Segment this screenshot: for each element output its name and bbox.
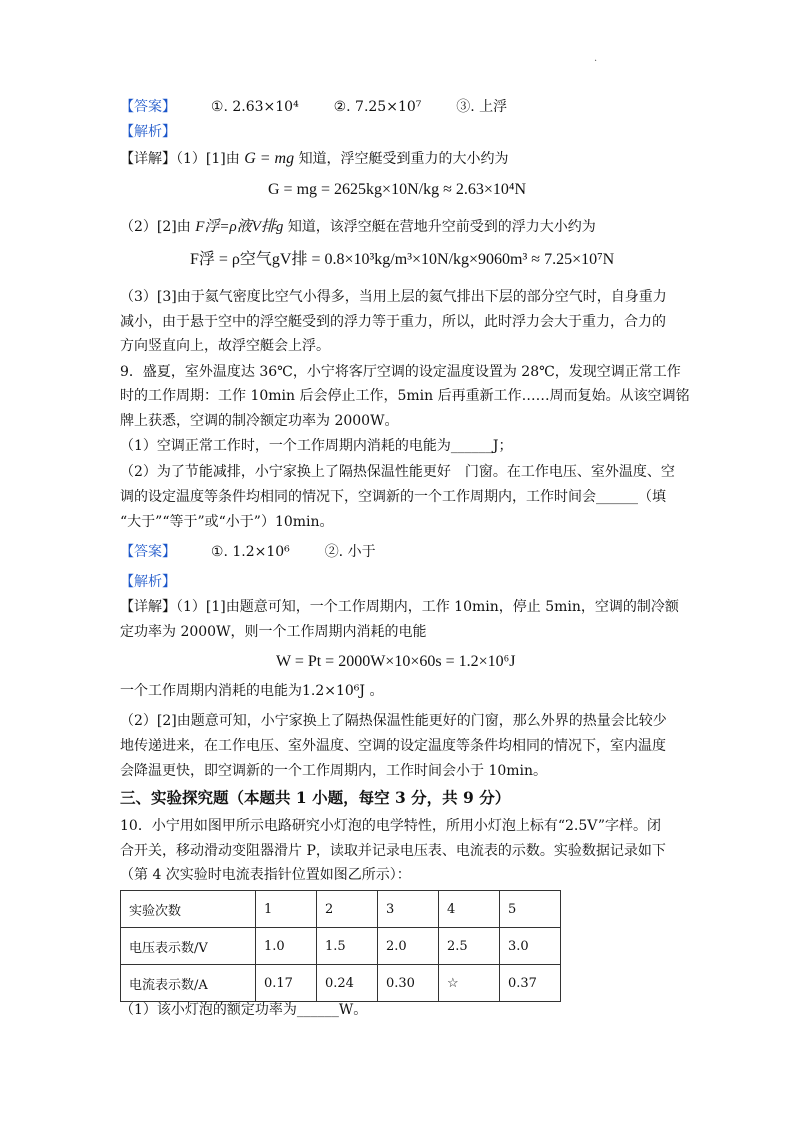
q8-detail-2 [120,216,596,238]
q9-sub-2-line-2: 调的设定温度等条件均相同的情况下，空调新的一个工作周期内，工作时间会______（填 [120,489,666,505]
table-cell: 1.0 [256,928,317,965]
q8-p1-prefix: （1）[1]由 [176,151,240,167]
table-cell: 5 [500,891,561,928]
table-header-cell: 电流表示数/A [121,965,256,1002]
q9-sub-1: （1）空调正常工作时，一个工作周期内消耗的电能为______J； [120,438,513,454]
q9-stem-3: 牌上获悉，空调的制冷额定功率为 2000W。 [120,413,399,429]
table-cell: ☆ [439,965,500,1002]
table-row [121,891,561,928]
q8-p3-line-3: 方向竖直向上，故浮空艇会上浮。 [120,338,330,354]
table-row [121,928,561,965]
table-row [121,965,561,1002]
q10-stem-2: 合开关，移动滑动变阻器滑片 P，读取并记录电压表、电流表的示数。实验数据记录如下 [120,843,666,859]
q8-p2-suffix: 知道，该浮空艇在营地升空前受到的浮力大小约为 [287,219,596,235]
table-cell: 2.5 [439,928,500,965]
q9-answer-line [120,541,376,563]
q8-p2-formula: F浮=ρ液V排g [195,219,284,235]
table-cell: 2.0 [378,928,439,965]
answer-label: 【答案】 [120,99,176,115]
table-cell: 4 [439,891,500,928]
q9-d1-line-1: （1）[1]由题意可知，一个工作周期内，工作 10min，停止 5min，空调的制冷额 [176,599,679,615]
section-heading: 三、实验探究题（本题共 1 小题，每空 3 分，共 9 分） [120,788,511,807]
q8-p1-formula: G = mg [244,150,295,167]
q9-d2-line-1: （2）[2]由题意可知，小宁家换上了隔热保温性能更好的门窗，那么外界的热量会比较少 [120,713,667,729]
q10-sub-1: （1）该小灯泡的额定功率为______W。 [120,1002,368,1018]
q10-stem-1: 10．小宁用如图甲所示电路研究小灯泡的电学特性，所用小灯泡上标有“2.5V”字样。闭 [120,818,662,834]
table-cell: 0.30 [378,965,439,1002]
q8-analysis-line [120,121,176,143]
detail-label: 【详解】 [120,151,176,167]
table-cell: 0.17 [256,965,317,1002]
q9-stem-1: 9．盛夏，室外温度达 36℃，小宁将客厅空调的设定温度设置为 28℃，发现空调正常工作 [120,364,681,380]
q8-p2-prefix: （2）[2]由 [120,219,191,235]
q8-p3-line-1: （3）[3]由于氦气密度比空气小得多，当用上层的氦气排出下层的部分空气时，自身重力 [120,289,667,305]
table-cell: 1.5 [317,928,378,965]
table-cell: 3 [378,891,439,928]
q9-d2-line-3: 会降温更快，即空调新的一个工作周期内，工作时间会小于 10min。 [120,763,548,779]
table-cell: 3.0 [500,928,561,965]
answer-label: 【答案】 [120,544,176,560]
q8-equation-1: G = mg = 2625kg×10N/kg ≈ 2.63×10⁴N [268,181,527,198]
q9-sub-2-line-3: “大于”“等于”或“小于”）10min。 [120,514,334,530]
data-table [120,890,561,1002]
detail-label: 【详解】 [120,599,176,615]
table-header-cell: 电压表示数/V [121,928,256,965]
q10-stem-3: （第 4 次实验时电流表指针位置如图乙所示）： [120,867,411,883]
q8-answer-3: ③. 上浮 [456,99,508,115]
q9-d1-line-2: 定功率为 2000W，则一个工作周期内消耗的电能 [120,624,427,640]
q9-d2-line-2: 地传递进来，在工作电压、室外温度、空调的设定温度等条件均相同的情况下，室内温度 [120,738,666,754]
q8-p3-line-2: 减小，由于悬于空中的浮空艇受到的浮力等于重力，所以，此时浮力会大于重力，合力的 [120,314,666,330]
q9-equation: W = Pt = 2000W×10×60s = 1.2×10⁶J [276,653,516,670]
q9-answer-1: ①. 1.2×10⁶ [210,544,290,560]
q8-answer-line [120,96,507,118]
q9-stem-2: 时的工作周期：工作 10min 后会停止工作，5min 后再重新工作……周而复始。从该空调铭 [120,388,690,404]
analysis-label: 【解析】 [120,574,176,590]
analysis-label: 【解析】 [120,124,176,140]
q9-sub-2-line-1: （2）为了节能减排，小宁家换上了隔热保温性能更好 门窗。在工作电压、室外温度、空 [120,464,675,480]
table-cell: 2 [317,891,378,928]
table-cell: 1 [256,891,317,928]
q8-answer-1: ①. 2.63×10⁴ [210,99,299,115]
q8-equation-2: F浮 = ρ空气gV排 = 0.8×10³kg/m³×10N/kg×9060m³ ≈ 7.25×10⁷N [190,251,615,268]
q9-answer-2: ②. 小于 [324,544,376,560]
q9-detail-1 [120,596,679,618]
table-header-cell: 实验次数 [121,891,256,928]
q9-analysis-line [120,571,176,593]
page-marker: · [594,56,598,67]
table-cell: 0.37 [500,965,561,1002]
q8-detail-1 [120,148,509,170]
q9-d1-tail: 一个工作周期内消耗的电能为1.2×10⁶J 。 [120,683,384,699]
q8-p1-suffix: 知道，浮空艇受到重力的大小约为 [298,151,509,167]
table-cell: 0.24 [317,965,378,1002]
q8-answer-2: ②. 7.25×10⁷ [333,99,422,115]
